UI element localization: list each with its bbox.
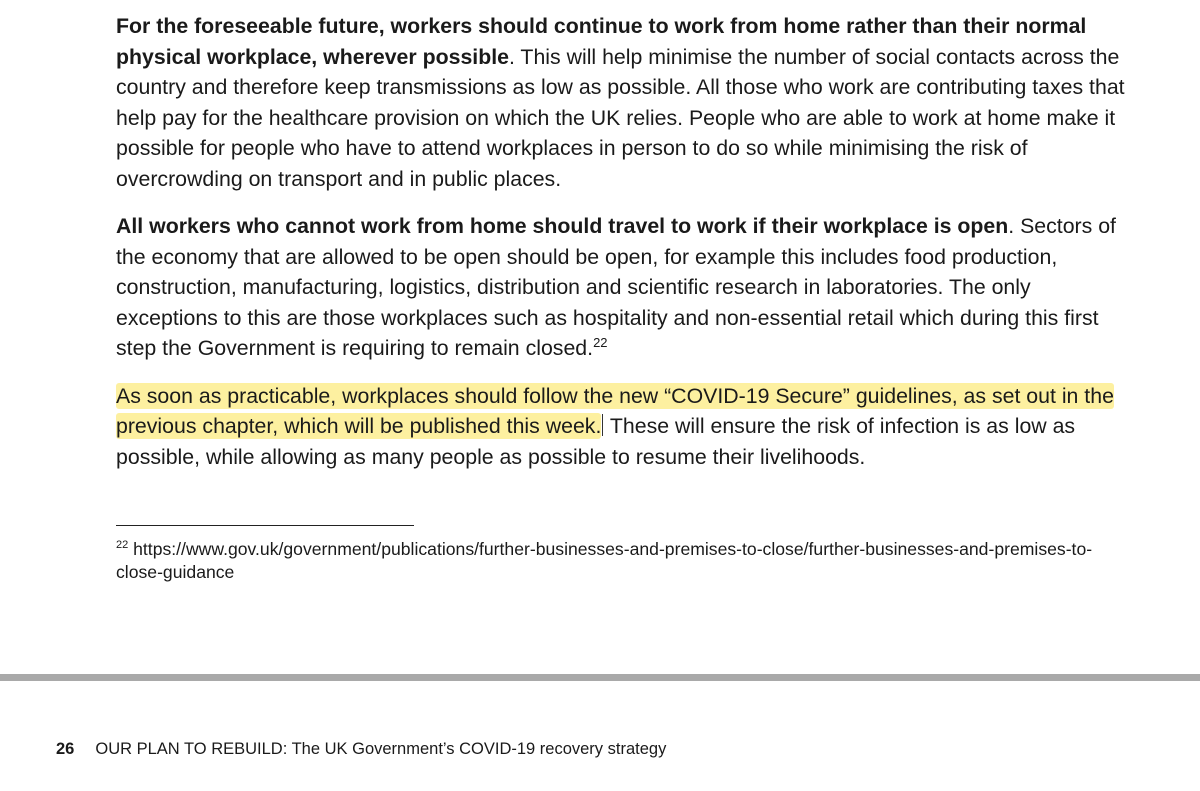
footnote xyxy=(116,538,1116,584)
footnote-number: 22 xyxy=(116,539,129,552)
highlighted-text[interactable]: As soon as practicable, workplaces should follow the new “COVID-19 Secure” guidelines, as set out in the previous chapter, which will be published this week. xyxy=(116,383,1114,438)
page-number: 26 xyxy=(56,740,75,758)
page-footer xyxy=(56,739,666,759)
paragraph-work-from-home xyxy=(116,11,1126,194)
document-title: OUR PLAN TO REBUILD: The UK Government’s COVID-19 recovery strategy xyxy=(95,740,667,758)
page-separator-bar xyxy=(0,674,1200,681)
footnote-reference[interactable]: 22 xyxy=(593,334,608,350)
paragraph-travel-to-work xyxy=(116,211,1126,364)
footnote-divider xyxy=(116,525,414,526)
paragraph-covid-secure xyxy=(116,381,1126,473)
paragraph-bold-lead: All workers who cannot work from home should travel to work if their workplace is open xyxy=(116,214,1009,238)
paragraph-body: . This will help minimise the number of social contacts across the country and therefore keep transmissions as low as possible. All those who work are contributing taxes that help pay for the healthcare provision on which the UK relies. People who are able to work at home make it possible for people who have to attend workplaces in person to do so while minimising the risk of overcrowding on transport and in public places. xyxy=(116,44,1125,191)
paragraph-bold-lead: For the foreseeable future, workers should continue to work from home rather than their normal physical workplace, wherever possible xyxy=(116,14,1087,69)
document-body xyxy=(116,11,1126,489)
paragraph-body: . Sectors of the economy that are allowed to be open should be open, for example this includes food production, construction, manufacturing, logistics, distribution and scientific research in laboratories. The only exceptions to this are those workplaces such as hospitality and non-essential retail which during this first step the Government is requiring to remain closed. xyxy=(116,214,1116,360)
paragraph-body: These will ensure the risk of infection is as low as possible, while allowing as many people as possible to resume their livelihoods. xyxy=(116,414,1076,469)
footnote-link[interactable]: https://www.gov.uk/government/publications/further-businesses-and-premises-to-close/further-businesses-and-premises-to-close-guidance xyxy=(116,539,1093,582)
